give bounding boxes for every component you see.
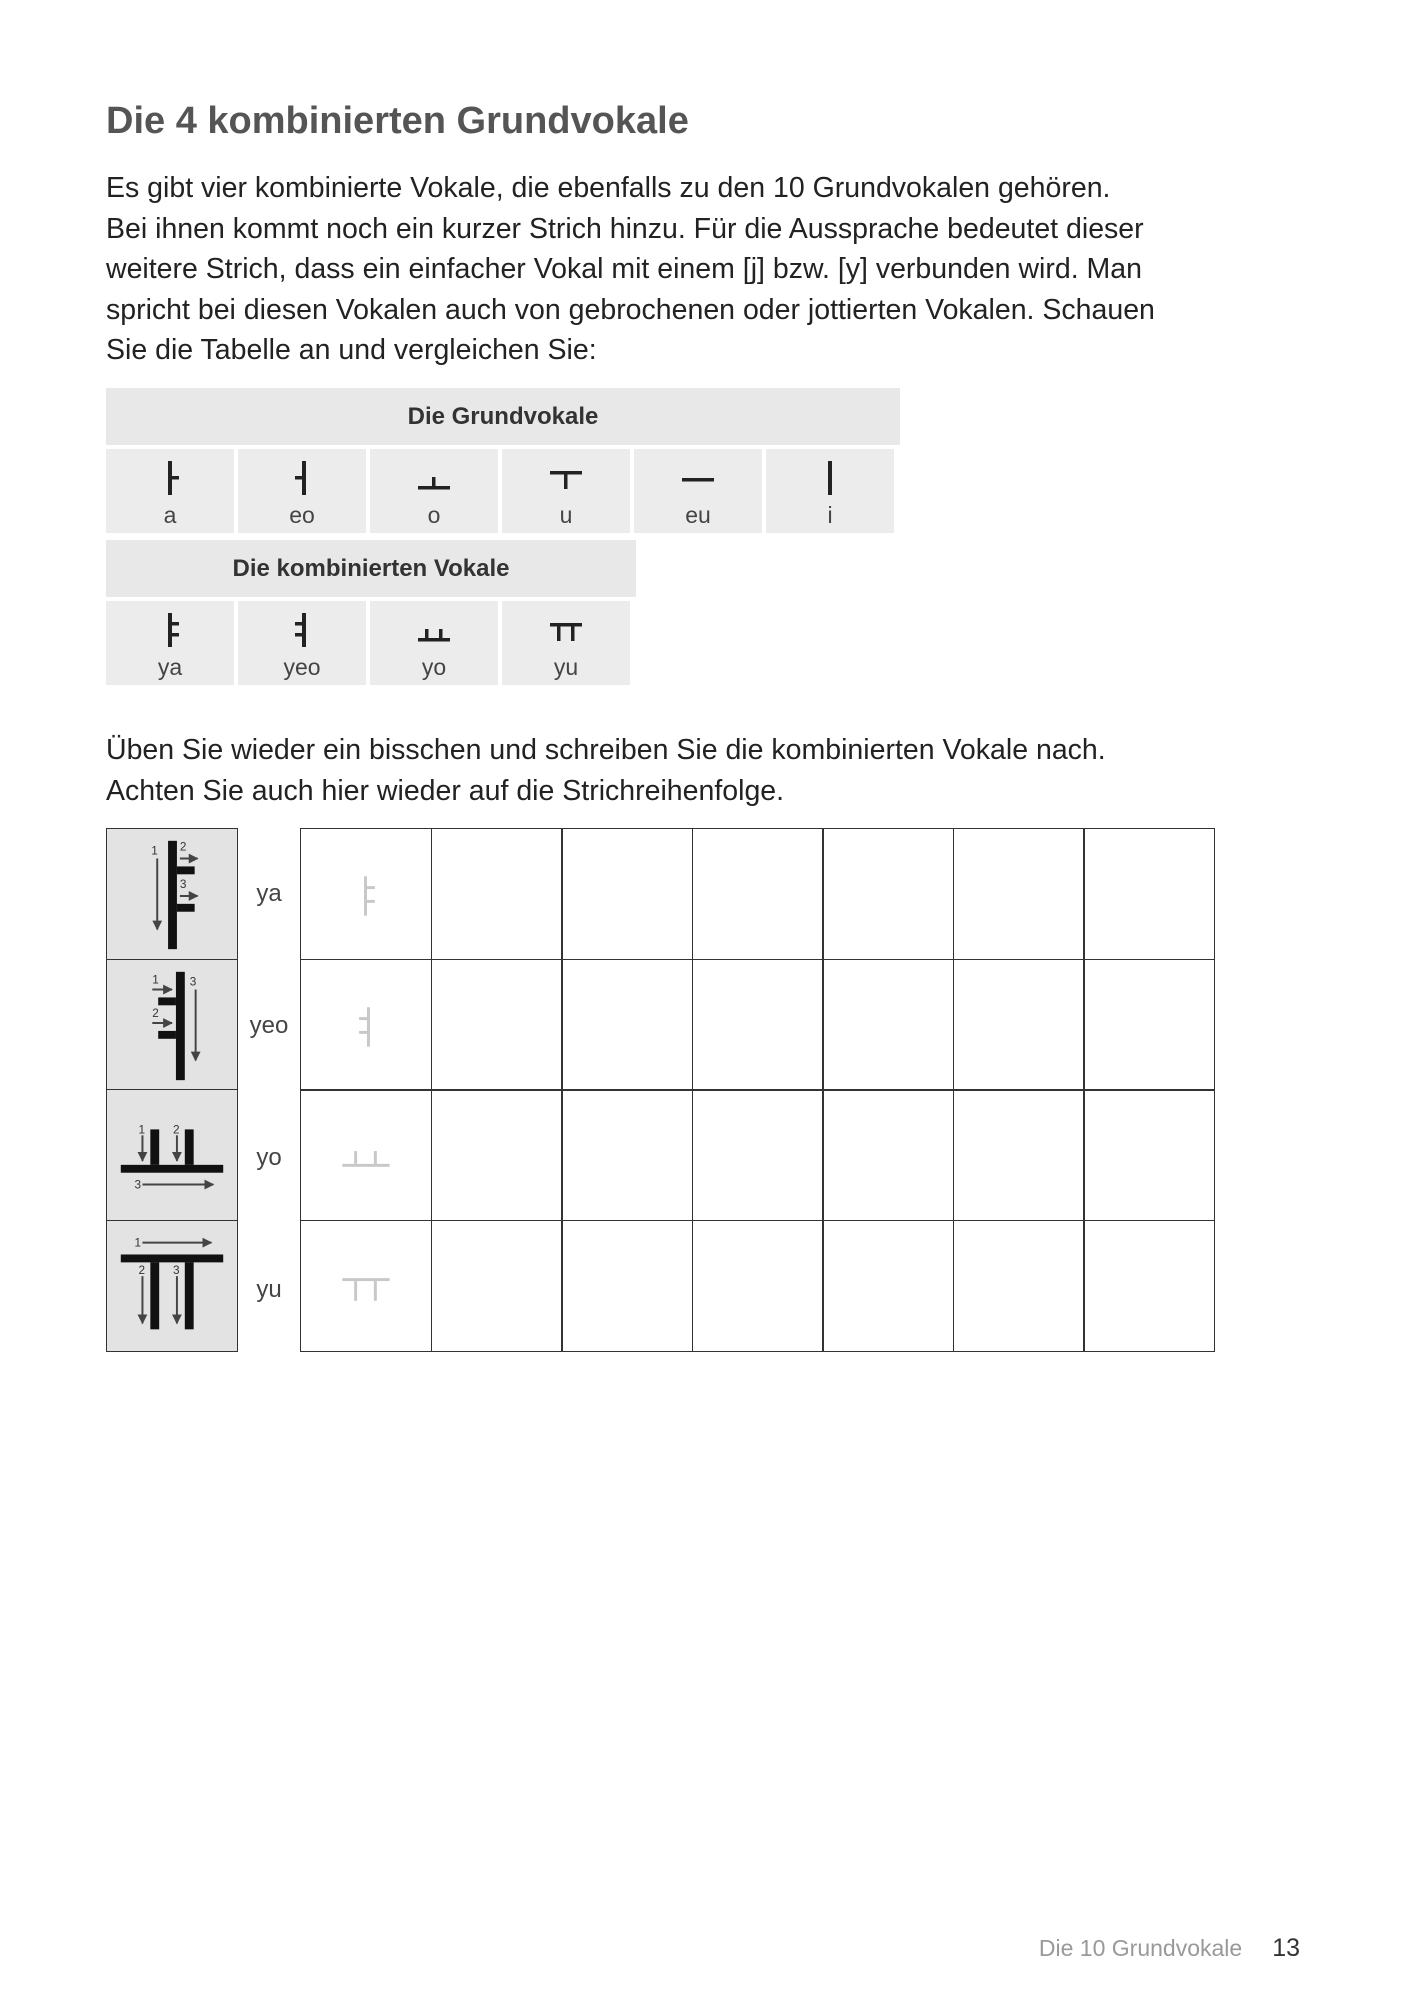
writing-cell[interactable] — [822, 1089, 954, 1221]
vowel-cell-o — [370, 449, 498, 533]
practice-line: Üben Sie wieder ein bisschen und schreiben Sie die kombinierten Vokale nach. — [106, 734, 1106, 766]
eu-vowel-icon — [634, 457, 762, 499]
page-number: 13 — [1272, 1934, 1300, 1962]
stroke-number: 1 — [134, 1235, 142, 1250]
combined-vowels-table — [106, 540, 900, 685]
trace-cell[interactable] — [300, 1220, 432, 1352]
stroke-number: 3 — [172, 1262, 180, 1277]
ya-trace-icon — [301, 829, 431, 959]
writing-cell[interactable] — [953, 1220, 1085, 1352]
practice-label: ya — [256, 880, 282, 907]
writing-cell[interactable] — [692, 959, 824, 1091]
practice-row-yo — [106, 1092, 1226, 1224]
yeo-stroke-order-icon — [107, 960, 237, 1090]
stroke-order-diagram-yo — [106, 1089, 238, 1221]
romanization: o — [427, 502, 441, 528]
yu-trace-icon — [301, 1221, 431, 1351]
trace-cell[interactable] — [300, 959, 432, 1091]
writing-cell[interactable] — [431, 1089, 563, 1221]
writing-cell[interactable] — [431, 1220, 563, 1352]
vowel-cell-eu — [634, 449, 762, 533]
stroke-number: 2 — [152, 1005, 159, 1020]
practice-line: Achten Sie auch hier wieder auf die Strichreihenfolge. — [106, 774, 785, 807]
o-vowel-icon — [370, 457, 498, 499]
practice-row-yu — [106, 1224, 1226, 1356]
u-vowel-icon — [502, 457, 630, 499]
stroke-number: 2 — [179, 839, 187, 854]
yo-trace-icon — [301, 1090, 431, 1220]
vowel-cell-yo — [370, 601, 498, 685]
practice-label: yu — [256, 1276, 282, 1303]
vowel-cell-yeo — [238, 601, 366, 685]
writing-cell[interactable] — [1083, 1220, 1215, 1352]
writing-cell[interactable] — [953, 1089, 1085, 1221]
writing-cell[interactable] — [1083, 959, 1215, 1091]
writing-cell[interactable] — [431, 828, 563, 960]
writing-cell[interactable] — [561, 1220, 693, 1352]
stroke-number: 3 — [189, 974, 197, 989]
vowel-cell-u — [502, 449, 630, 533]
intro-line: Sie die Tabelle an und vergleichen Sie: — [106, 334, 597, 366]
writing-cell[interactable] — [692, 1089, 824, 1221]
romanization: yo — [421, 654, 447, 680]
stroke-number: 2 — [138, 1262, 146, 1277]
intro-line: Es gibt vier kombinierte Vokale, die ebenfalls zu den 10 Grundvokalen gehören. — [106, 172, 1111, 204]
a-vowel-icon — [106, 457, 234, 499]
intro-line: spricht bei diesen Vokalen auch von gebrochenen oder jottierten Vokalen. Schauen — [106, 293, 1155, 326]
yu-vowel-icon — [502, 609, 630, 651]
practice-label: yo — [256, 1144, 282, 1171]
stroke-number: 1 — [151, 843, 158, 858]
intro-line: Bei ihnen kommt noch ein kurzer Strich hinzu. Für die Aussprache bedeutet dieser — [106, 212, 1144, 245]
ya-stroke-order-icon — [107, 829, 237, 959]
vowel-cell-yu — [502, 601, 630, 685]
writing-cell[interactable] — [953, 828, 1085, 960]
stroke-number: 3 — [134, 1177, 142, 1192]
romanization: a — [163, 502, 177, 528]
writing-cells — [300, 959, 1215, 1091]
romanization: i — [827, 502, 833, 528]
writing-cells — [300, 1220, 1215, 1352]
vowel-cell-i — [766, 449, 894, 533]
writing-cell[interactable] — [1083, 828, 1215, 960]
vowel-cell-eo — [238, 449, 366, 533]
writing-cell[interactable] — [822, 828, 954, 960]
practice-row-ya — [106, 828, 1226, 960]
stroke-order-diagram-ya — [106, 828, 238, 960]
yu-stroke-order-icon — [107, 1221, 237, 1351]
intro-paragraph — [106, 168, 1246, 371]
basic-vowels-table — [106, 388, 900, 533]
yeo-trace-icon — [301, 960, 431, 1090]
yeo-vowel-icon — [238, 609, 366, 651]
trace-cell[interactable] — [300, 828, 432, 960]
eo-vowel-icon — [238, 457, 366, 499]
writing-cell[interactable] — [431, 959, 563, 1091]
writing-cell[interactable] — [561, 959, 693, 1091]
yo-stroke-order-icon — [107, 1090, 237, 1220]
romanization: ya — [157, 654, 183, 680]
trace-cell[interactable] — [300, 1089, 432, 1221]
romanization: yu — [553, 654, 579, 680]
writing-cell[interactable] — [561, 828, 693, 960]
practice-row-yeo — [106, 960, 1226, 1092]
stroke-number: 2 — [172, 1122, 180, 1137]
stroke-number: 1 — [152, 972, 159, 987]
stroke-number: 3 — [179, 877, 187, 892]
writing-cell[interactable] — [822, 959, 954, 1091]
romanization: eu — [685, 502, 711, 528]
page-title: Die 4 kombinierten Grundvokale — [106, 100, 689, 142]
writing-cell[interactable] — [561, 1089, 693, 1221]
practice-label: yeo — [249, 1012, 289, 1039]
vowel-cell-ya — [106, 601, 234, 685]
romanization: u — [559, 502, 573, 528]
writing-cells — [300, 828, 1215, 960]
i-vowel-icon — [766, 457, 894, 499]
stroke-order-diagram-yu — [106, 1220, 238, 1352]
writing-cell[interactable] — [692, 828, 824, 960]
page-footer — [1039, 1934, 1300, 1963]
combined-vowels-title: Die kombinierten Vokale — [106, 540, 636, 597]
romanization: yeo — [283, 654, 321, 680]
writing-cell[interactable] — [822, 1220, 954, 1352]
writing-cell[interactable] — [1083, 1089, 1215, 1221]
vowel-cell-a — [106, 449, 234, 533]
footer-section-title: Die 10 Grundvokale — [1038, 1935, 1243, 1961]
romanization: eo — [289, 502, 315, 528]
stroke-order-diagram-yeo — [106, 959, 238, 1091]
writing-cell[interactable] — [692, 1220, 824, 1352]
intro-line: weitere Strich, dass ein einfacher Vokal mit einem [j] bzw. [y] verbunden wird. Man — [106, 253, 1142, 285]
yo-vowel-icon — [370, 609, 498, 651]
basic-vowels-title: Die Grundvokale — [106, 388, 900, 445]
ya-vowel-icon — [106, 609, 234, 651]
practice-instructions — [106, 730, 1106, 811]
writing-cell[interactable] — [953, 959, 1085, 1091]
writing-cells — [300, 1089, 1215, 1221]
stroke-number: 1 — [138, 1122, 146, 1137]
